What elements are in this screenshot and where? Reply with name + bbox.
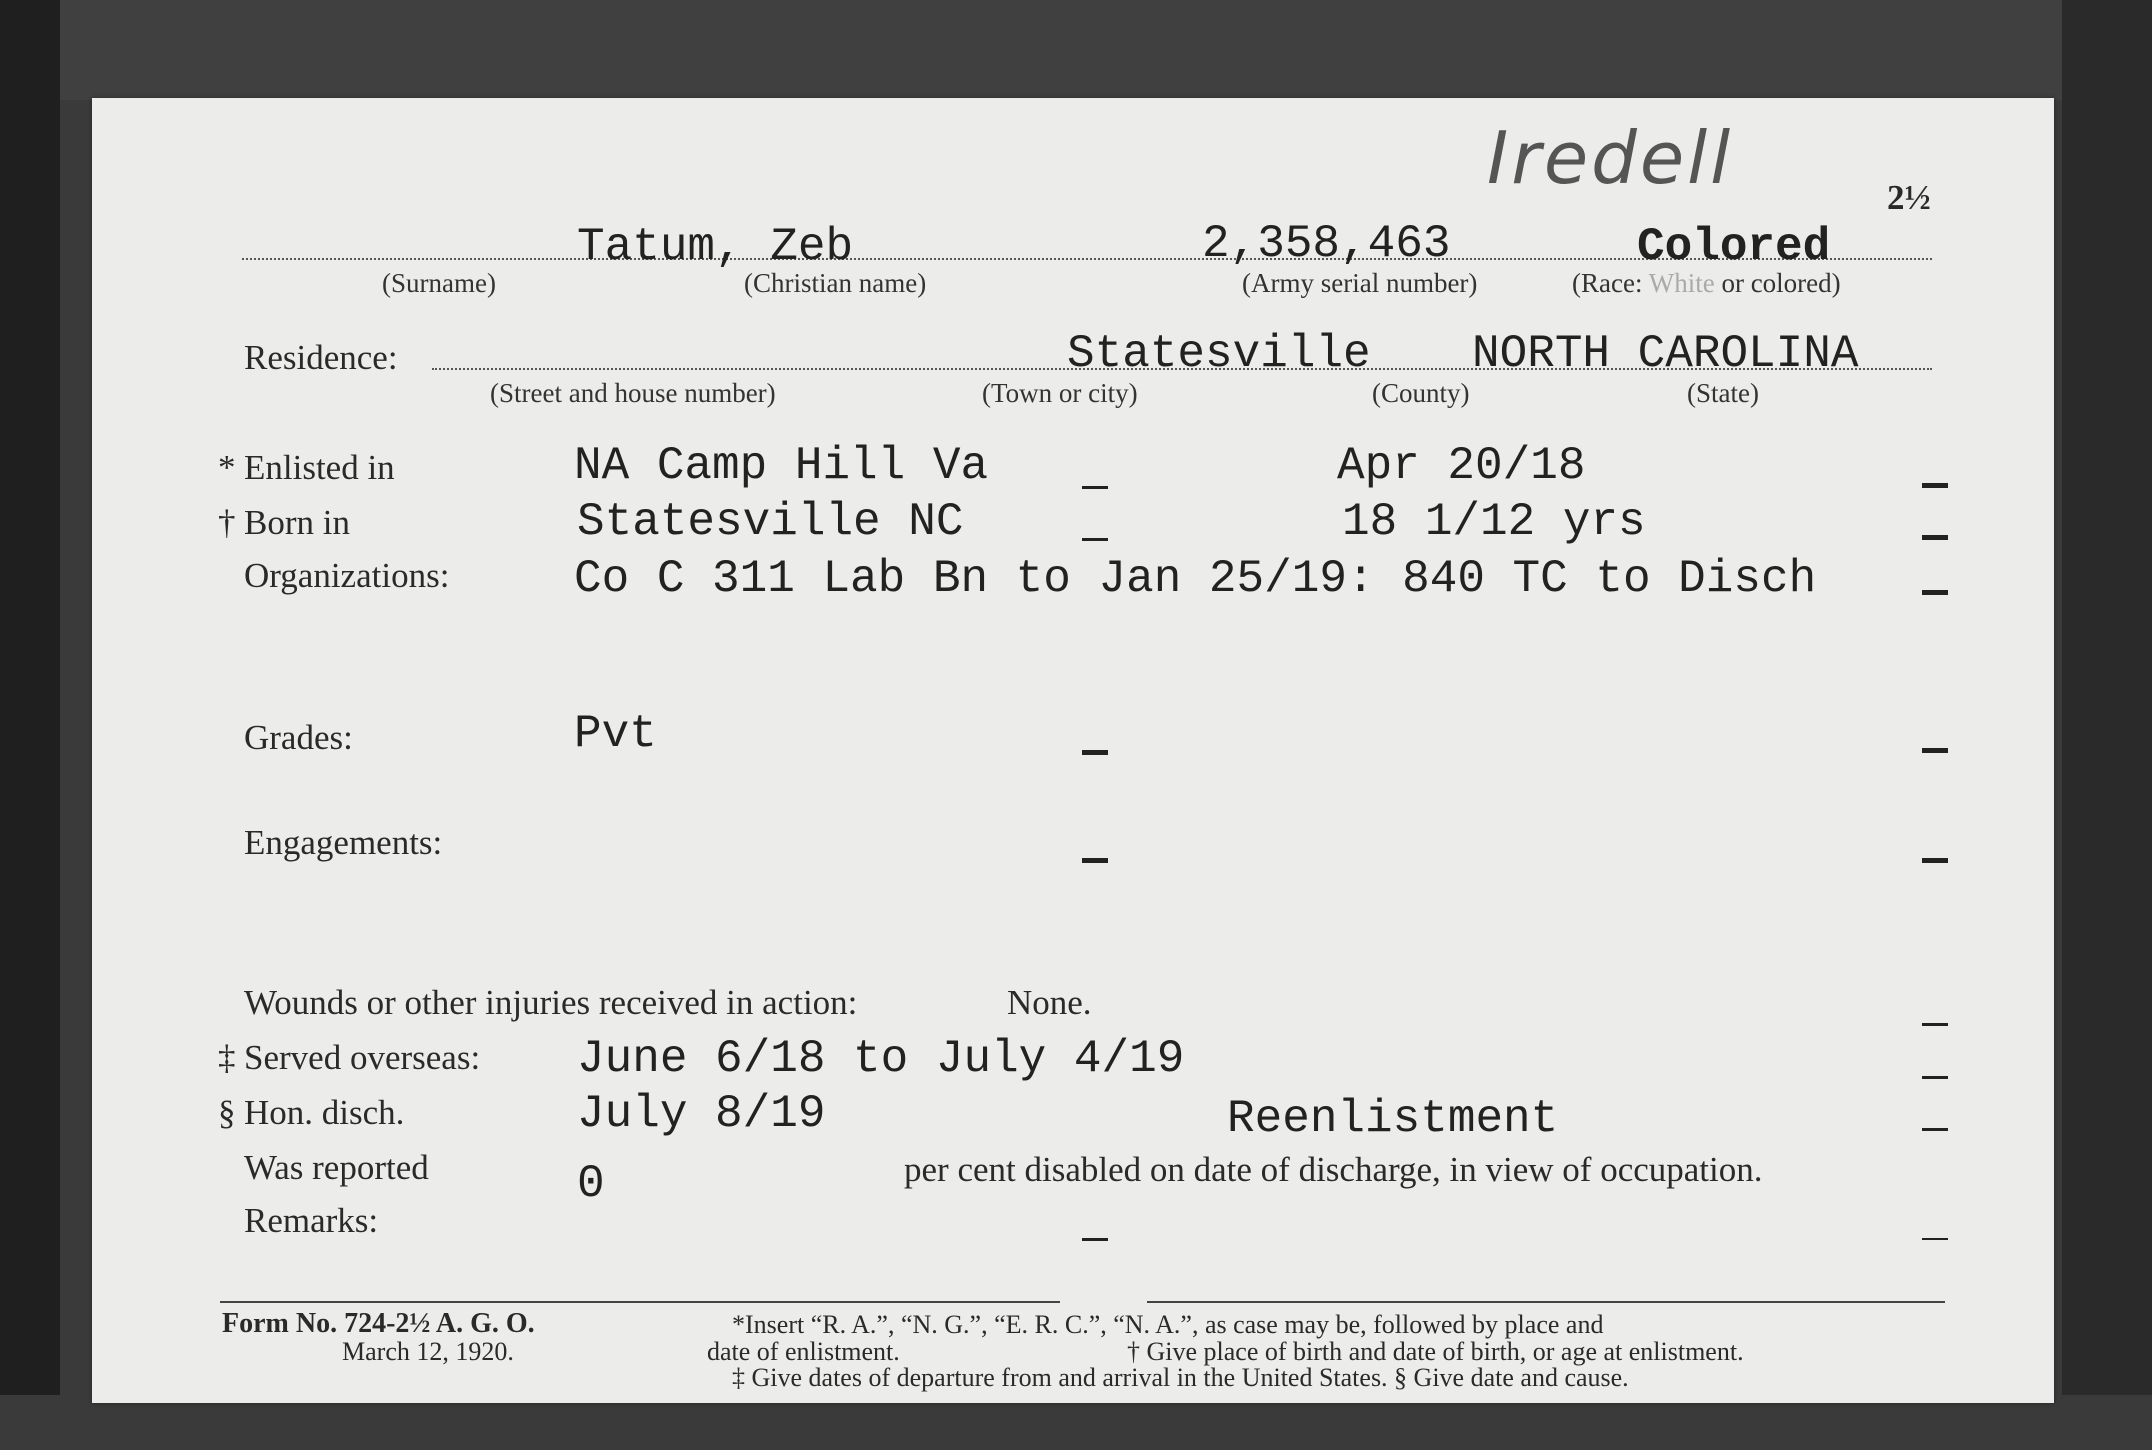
organizations-label: Organizations: <box>244 556 450 595</box>
scan-background-top <box>0 0 2152 100</box>
hon-disch-value: July 8/19 <box>577 1088 826 1140</box>
reported-value: 0 <box>577 1158 605 1210</box>
hon-disch-label: Hon. disch. <box>244 1093 405 1132</box>
organizations-value: Co C 311 Lab Bn to Jan 25/19: 840 TC to Disch <box>574 553 1817 605</box>
race-caption <box>1572 268 1841 299</box>
scan-background-bottom <box>0 1395 2152 1450</box>
born-dash-end <box>1922 535 1948 540</box>
overseas-mark: ‡ <box>218 1038 236 1077</box>
born-label: Born in <box>244 503 350 542</box>
enlisted-mark: * <box>218 448 236 487</box>
county-handwritten: Iredell <box>1487 116 1734 200</box>
enlisted-dash-mid <box>1082 486 1108 489</box>
grades-dash-mid <box>1082 750 1108 755</box>
wounds-label: Wounds or other injuries received in action: <box>244 983 858 1022</box>
serial-number-value: 2,358,463 <box>1202 218 1451 270</box>
footnote-insert: *Insert “R. A.”, “N. G.”, “E. R. C.”, “N. A.”, as case may be, followed by place and <box>732 1310 1604 1339</box>
hon-disch-dash-end <box>1922 1128 1948 1131</box>
engagements-dash-end <box>1922 858 1948 863</box>
grades-value: Pvt <box>574 708 657 760</box>
grades-dash-end <box>1922 748 1948 753</box>
race-caption-prefix: (Race: <box>1572 268 1643 298</box>
enlisted-label: Enlisted in <box>244 448 395 487</box>
enlisted-dash-end <box>1922 483 1948 488</box>
serial-caption: (Army serial number) <box>1242 268 1478 298</box>
enlisted-date-value: Apr 20/18 <box>1337 440 1586 492</box>
remarks-dash-end <box>1922 1238 1948 1240</box>
race-value: Colored <box>1637 221 1831 273</box>
born-value: Statesville NC <box>577 496 964 548</box>
county-caption: (County) <box>1372 378 1470 408</box>
wounds-dash-end <box>1922 1023 1948 1026</box>
street-caption: (Street and house number) <box>490 378 776 408</box>
residence-state-value: NORTH CAROLINA <box>1472 328 1859 380</box>
remarks-label: Remarks: <box>244 1201 379 1240</box>
scan-background-right <box>2062 0 2152 1450</box>
race-caption-faded: White <box>1648 268 1715 298</box>
reported-label: Was reported <box>244 1148 429 1187</box>
footnote-enlistment: date of enlistment. <box>707 1337 900 1366</box>
form-number: Form No. 724-2½ A. G. O. <box>222 1308 535 1339</box>
overseas-dash-end <box>1922 1076 1948 1079</box>
reenlistment-value: Reenlistment <box>1227 1093 1559 1145</box>
surname-caption: (Surname) <box>382 268 496 298</box>
reported-suffix: per cent disabled on date of discharge, in view of occupation. <box>904 1150 1763 1189</box>
overseas-label: Served overseas: <box>244 1038 481 1077</box>
hon-disch-mark: § <box>218 1093 236 1132</box>
remarks-dash-mid <box>1082 1238 1108 1241</box>
christian-name-caption: (Christian name) <box>744 268 927 298</box>
residence-town-value: Statesville <box>1067 328 1371 380</box>
wounds-value: None. <box>1007 983 1092 1022</box>
state-caption: (State) <box>1687 378 1759 408</box>
footnote-overseas: ‡ Give dates of departure from and arrival in the United States. § Give date and cause. <box>732 1363 1629 1392</box>
corner-number: 2½ <box>1887 178 1931 217</box>
enlisted-value: NA Camp Hill Va <box>574 440 989 492</box>
born-age-value: 18 1/12 yrs <box>1342 496 1646 548</box>
residence-label: Residence: <box>244 338 398 377</box>
surname-name-value: Tatum, Zeb <box>577 221 854 273</box>
engagements-dash-mid <box>1082 858 1108 863</box>
footer-rule-right <box>1147 1301 1945 1303</box>
footnote-birth: † Give place of birth and date of birth, or age at enlistment. <box>1127 1337 1744 1366</box>
form-date: March 12, 1920. <box>342 1337 514 1366</box>
scan-background-left <box>0 0 60 1450</box>
race-caption-suffix: or colored) <box>1721 268 1841 298</box>
engagements-label: Engagements: <box>244 823 443 862</box>
organizations-dash-end <box>1922 590 1948 595</box>
born-dash-mid <box>1082 538 1108 541</box>
overseas-value: June 6/18 to July 4/19 <box>577 1033 1185 1085</box>
record-card <box>92 98 2054 1403</box>
grades-label: Grades: <box>244 718 353 757</box>
town-caption: (Town or city) <box>982 378 1138 408</box>
footer-rule-left <box>220 1301 1060 1303</box>
born-mark: † <box>218 503 236 542</box>
